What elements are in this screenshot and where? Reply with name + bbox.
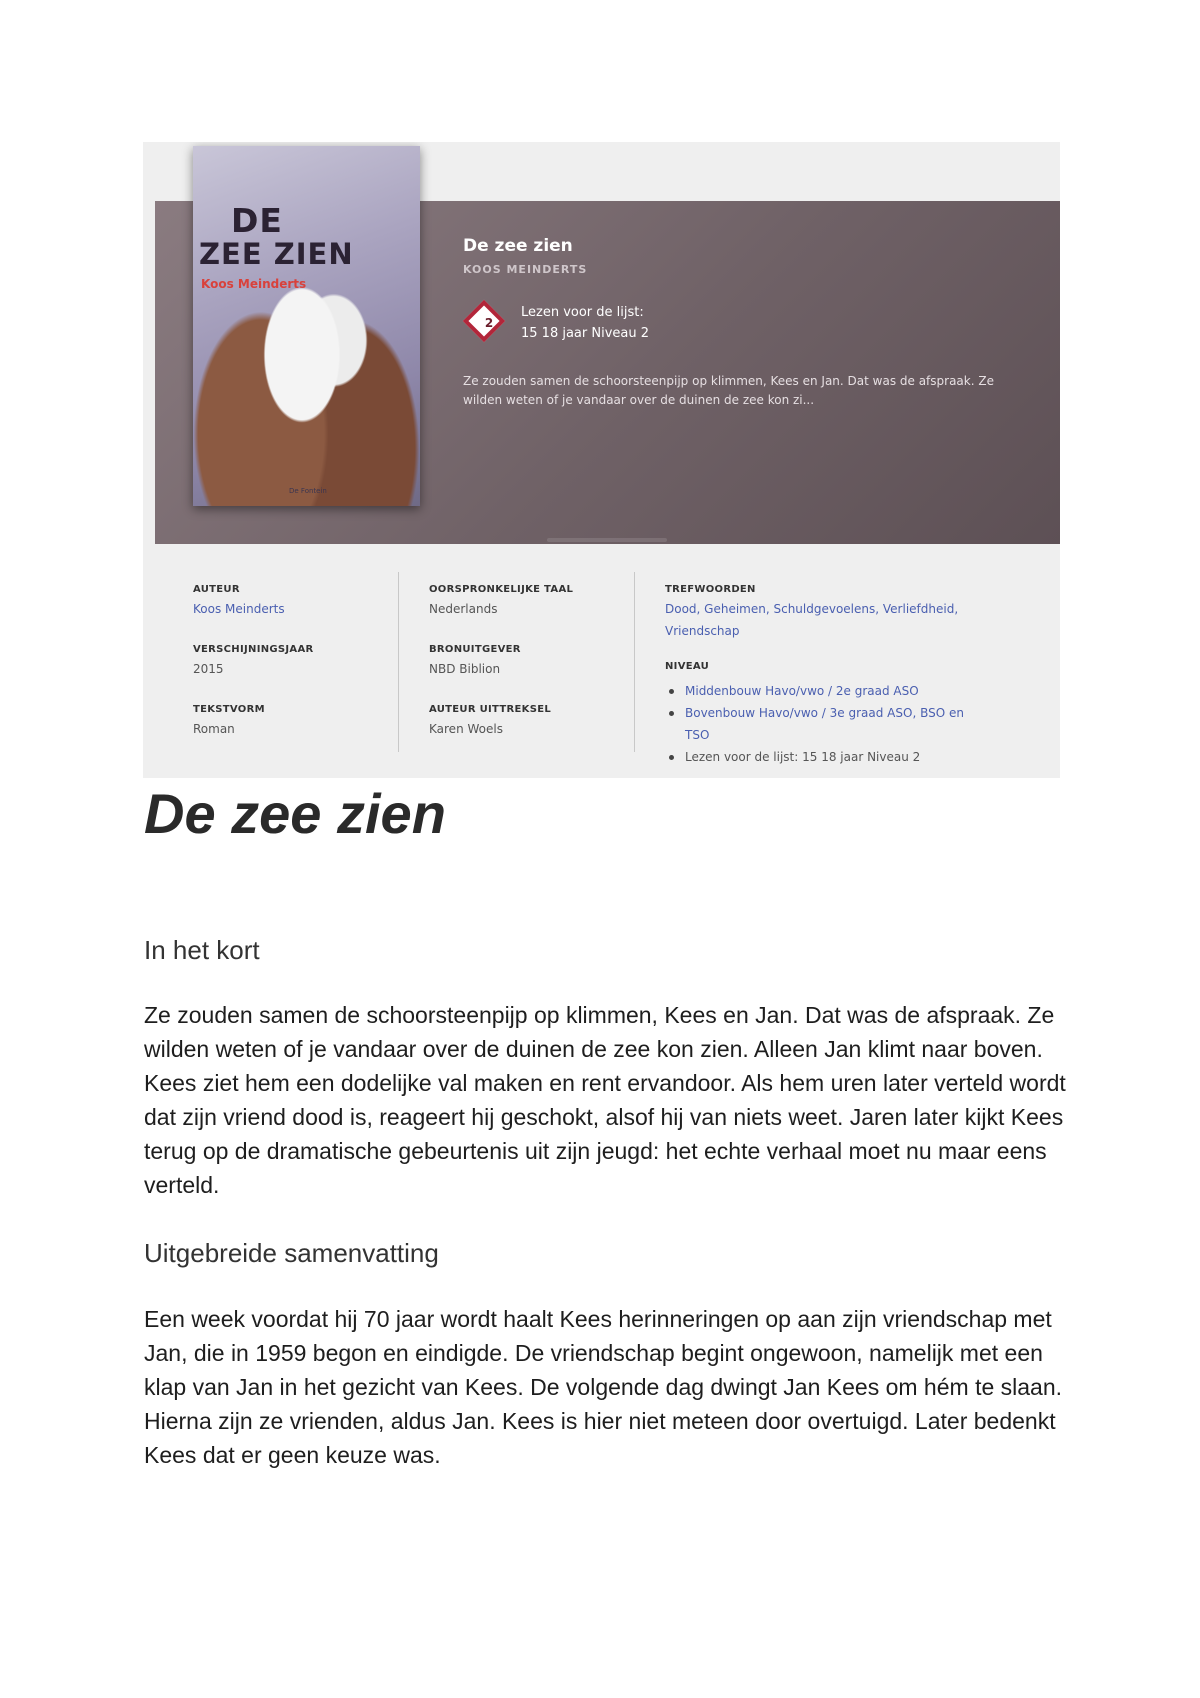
meta-label-bron: BRONUITGEVER bbox=[429, 644, 521, 655]
meta-jaar: 2015 bbox=[193, 662, 224, 676]
meta-label-niveau: NIVEAU bbox=[665, 661, 710, 672]
reading-list-badge-number: 2 bbox=[484, 316, 494, 330]
cover-publisher: De Fontein bbox=[289, 487, 327, 495]
niveau-item[interactable]: Bovenbouw Havo/vwo / 3e graad ASO, BSO en TSO bbox=[665, 702, 965, 746]
cover-author: Koos Meinderts bbox=[201, 277, 307, 291]
reading-list-value: 15 18 jaar Niveau 2 bbox=[521, 326, 650, 341]
meta-label-jaar: VERSCHIJNINGSJAAR bbox=[193, 644, 314, 655]
meta-auteur-link[interactable]: Koos Meinderts bbox=[193, 602, 285, 616]
meta-bron: NBD Biblion bbox=[429, 662, 501, 676]
meta-label-trefwoorden: TREFWOORDEN bbox=[665, 584, 756, 595]
book-author: KOOS MEINDERTS bbox=[463, 263, 588, 276]
cover-title-line1: DE bbox=[231, 201, 283, 240]
meta-label-taal: OORSPRONKELIJKE TAAL bbox=[429, 584, 574, 595]
section-heading-in-het-kort: In het kort bbox=[144, 935, 260, 965]
niveau-item[interactable]: Middenbouw Havo/vwo / 2e graad ASO bbox=[665, 680, 965, 702]
meta-taal: Nederlands bbox=[429, 602, 498, 616]
meta-label-uittreksel: AUTEUR UITTREKSEL bbox=[429, 704, 552, 715]
scroll-indicator bbox=[547, 538, 667, 542]
book-cover-image bbox=[193, 146, 420, 506]
meta-label-tekstvorm: TEKSTVORM bbox=[193, 704, 265, 715]
document-title: De zee zien bbox=[144, 782, 446, 845]
reading-list-label: Lezen voor de lijst: bbox=[521, 305, 644, 320]
meta-trefwoorden-links[interactable]: Dood, Geheimen, Schuldgevoelens, Verliefdheid, Vriendschap bbox=[665, 602, 959, 638]
section-heading-samenvatting: Uitgebreide samenvatting bbox=[144, 1238, 439, 1268]
book-summary: Ze zouden samen de schoorsteenpijp op klimmen, Kees en Jan. Dat was de afspraak. Ze wilden weten of je vandaar over de duinen de zee kon zi... bbox=[463, 374, 994, 407]
section-text-in-het-kort: Ze zouden samen de schoorsteenpijp op klimmen, Kees en Jan. Dat was de afspraak. Ze wilden weten of je vandaar over de duinen de zee kon zien. Alleen Jan klimt naar boven. Kees ziet hem een dodelijke val maken en rent ervandoor. Als hem uren later verteld wordt dat zijn vriend dood is, reageert hij geschokt, alsof hij van niets weet. Jaren later kijkt Kees terug op de dramatische gebeurtenis uit zijn jeugd: het echte verhaal moet nu maar eens verteld. bbox=[144, 1002, 1066, 1198]
meta-column-1 bbox=[193, 585, 314, 765]
cover-title-line2: ZEE ZIEN bbox=[199, 237, 354, 271]
meta-divider-1 bbox=[398, 572, 399, 752]
niveau-list bbox=[665, 680, 965, 768]
meta-column-3 bbox=[665, 585, 995, 768]
meta-column-2 bbox=[429, 585, 573, 765]
book-title: De zee zien bbox=[463, 236, 573, 256]
meta-uittreksel: Karen Woels bbox=[429, 722, 503, 736]
meta-label-auteur: AUTEUR bbox=[193, 584, 240, 595]
section-text-samenvatting: Een week voordat hij 70 jaar wordt haalt Kees herinneringen op aan zijn vriendschap met Jan, die in 1959 begon en eindigde. De vriendschap begint ongewoon, namelijk met een klap van Jan in het gezicht van Kees. De volgende dag dwingt Jan Kees om hém te slaan. Hierna zijn ze vrienden, aldus Jan. Kees is hier niet meteen door overtuigd. Later bedenkt Kees dat er geen keuze was. bbox=[144, 1306, 1063, 1468]
niveau-item: Lezen voor de lijst: 15 18 jaar Niveau 2 bbox=[665, 746, 965, 768]
meta-tekstvorm: Roman bbox=[193, 722, 235, 736]
meta-divider-2 bbox=[634, 572, 635, 752]
